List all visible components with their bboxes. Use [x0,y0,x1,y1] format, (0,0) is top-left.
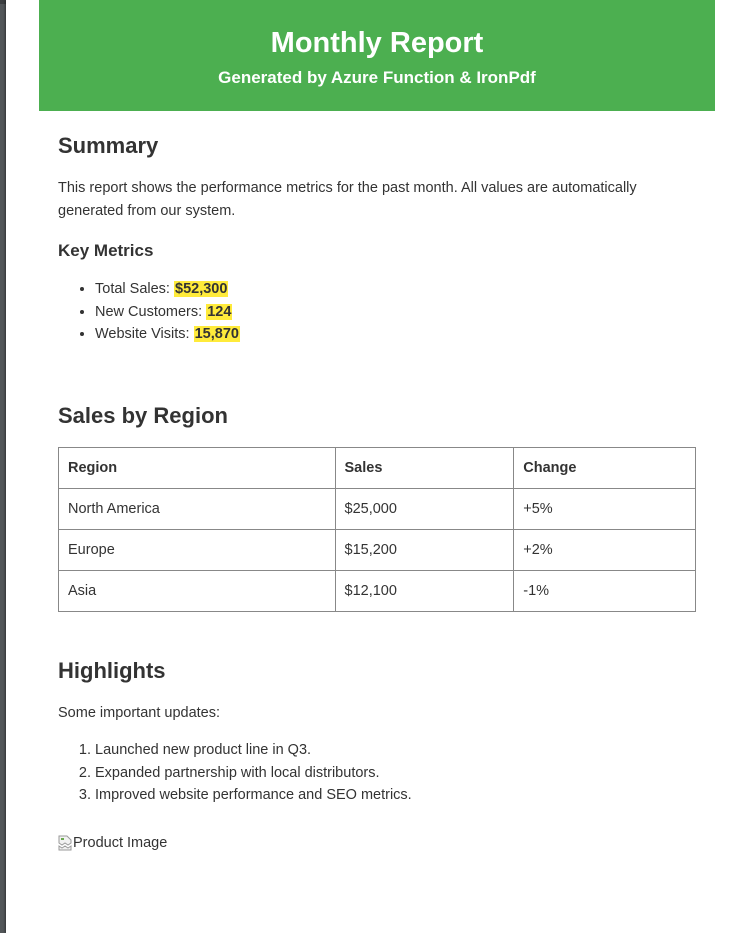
key-metrics-list [58,278,240,346]
table-cell: $12,100 [335,571,514,612]
product-image [58,833,167,853]
table-cell: $15,200 [335,530,514,571]
list-item [95,301,240,324]
list-item [95,323,240,346]
list-item [95,278,240,301]
metric-value: 15,870 [194,326,239,342]
table-cell: Europe [59,530,336,571]
sales-by-region-heading: Sales by Region [58,403,228,428]
list-item: 1. Launched new product line in Q3. [95,739,412,762]
list-item: 3. Improved website performance and SEO metrics. [95,784,412,807]
table-header-row [59,448,696,489]
column-header-region: Region [59,448,336,489]
broken-image-icon [58,835,72,851]
report-header [39,0,715,111]
metric-value: 124 [207,303,232,320]
table-row [59,530,696,571]
highlights-list [58,739,412,807]
report-subtitle: Generated by Azure Function & IronPdf [218,68,536,87]
summary-heading: Summary [58,133,159,158]
column-header-sales: Sales [335,448,514,489]
table-cell: Asia [59,571,336,612]
metric-label: New Customers: [95,303,207,320]
table-cell: -1% [514,571,696,612]
table-cell: +2% [514,530,696,571]
table-cell: North America [59,489,336,530]
metric-label: Total Sales: [95,281,174,297]
table-cell: +5% [514,489,696,530]
metric-value: $52,300 [175,281,228,297]
summary-paragraph: This report shows the performance metrics for the past month. All values are automatically generated from our system. [58,180,637,219]
pdf-page [6,0,750,933]
highlights-heading: Highlights [58,658,166,683]
product-image-alt-text: Product Image [73,835,168,851]
key-metrics-heading: Key Metrics [58,241,154,260]
sales-by-region-table [58,447,696,612]
metric-label: Website Visits: [95,326,194,342]
table-row [59,571,696,612]
table-cell: $25,000 [335,489,514,530]
report-title: Monthly Report [270,27,484,59]
table-row [59,489,696,530]
column-header-change: Change [514,448,696,489]
list-item: 2. Expanded partnership with local distributors. [95,762,412,785]
highlights-intro: Some important updates: [58,705,221,721]
